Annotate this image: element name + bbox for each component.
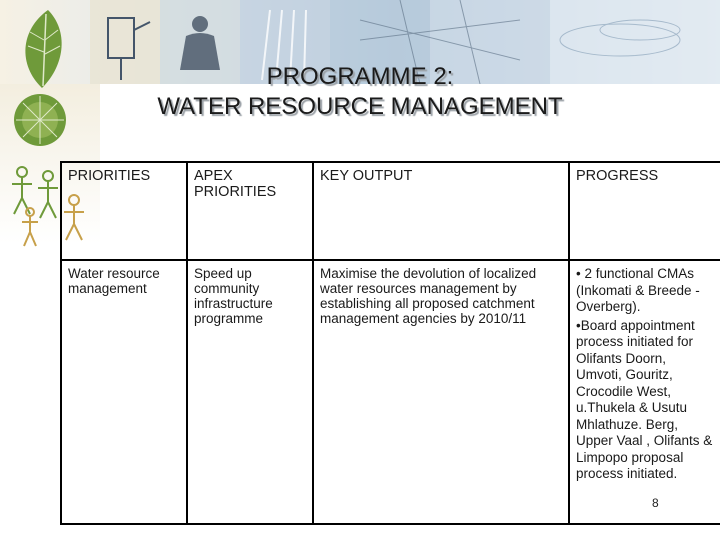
table-row: [61, 260, 720, 524]
header-progress: PROGRESS: [569, 162, 720, 260]
header-key-output: KEY OUTPUT: [313, 162, 569, 260]
programme-table: [60, 161, 720, 525]
cell-key-output: Maximise the devolution of localized water resources management by establishing all proposed catchment management agencies by 2010/11: [313, 260, 569, 524]
title-line-1: PROGRAMME 2:: [266, 63, 454, 90]
progress-item: • 2 functional CMAs (Inkomati & Breede - Overberg).: [576, 266, 700, 314]
progress-item: •Board appointment process initiated for Olifants Doorn, Umvoti, Gouritz, Crocodile West, u.Thukela & Usutu Mhlathuze. Berg, Upper Vaal , Olifants & Limpopo proposal process initiated.: [576, 317, 713, 481]
cell-apex-priority: Speed up community infrastructure programme: [187, 260, 313, 524]
table-header-row: [61, 162, 720, 260]
slide-number: 8: [652, 496, 659, 510]
cell-priority: Water resource management: [61, 260, 187, 524]
slide-title: [0, 62, 720, 122]
header-apex-priorities: APEX PRIORITIES: [187, 162, 313, 260]
title-line-2: WATER RESOURCE MANAGEMENT: [157, 93, 563, 120]
header-priorities: PRIORITIES: [61, 162, 187, 260]
cell-progress: [569, 260, 720, 524]
